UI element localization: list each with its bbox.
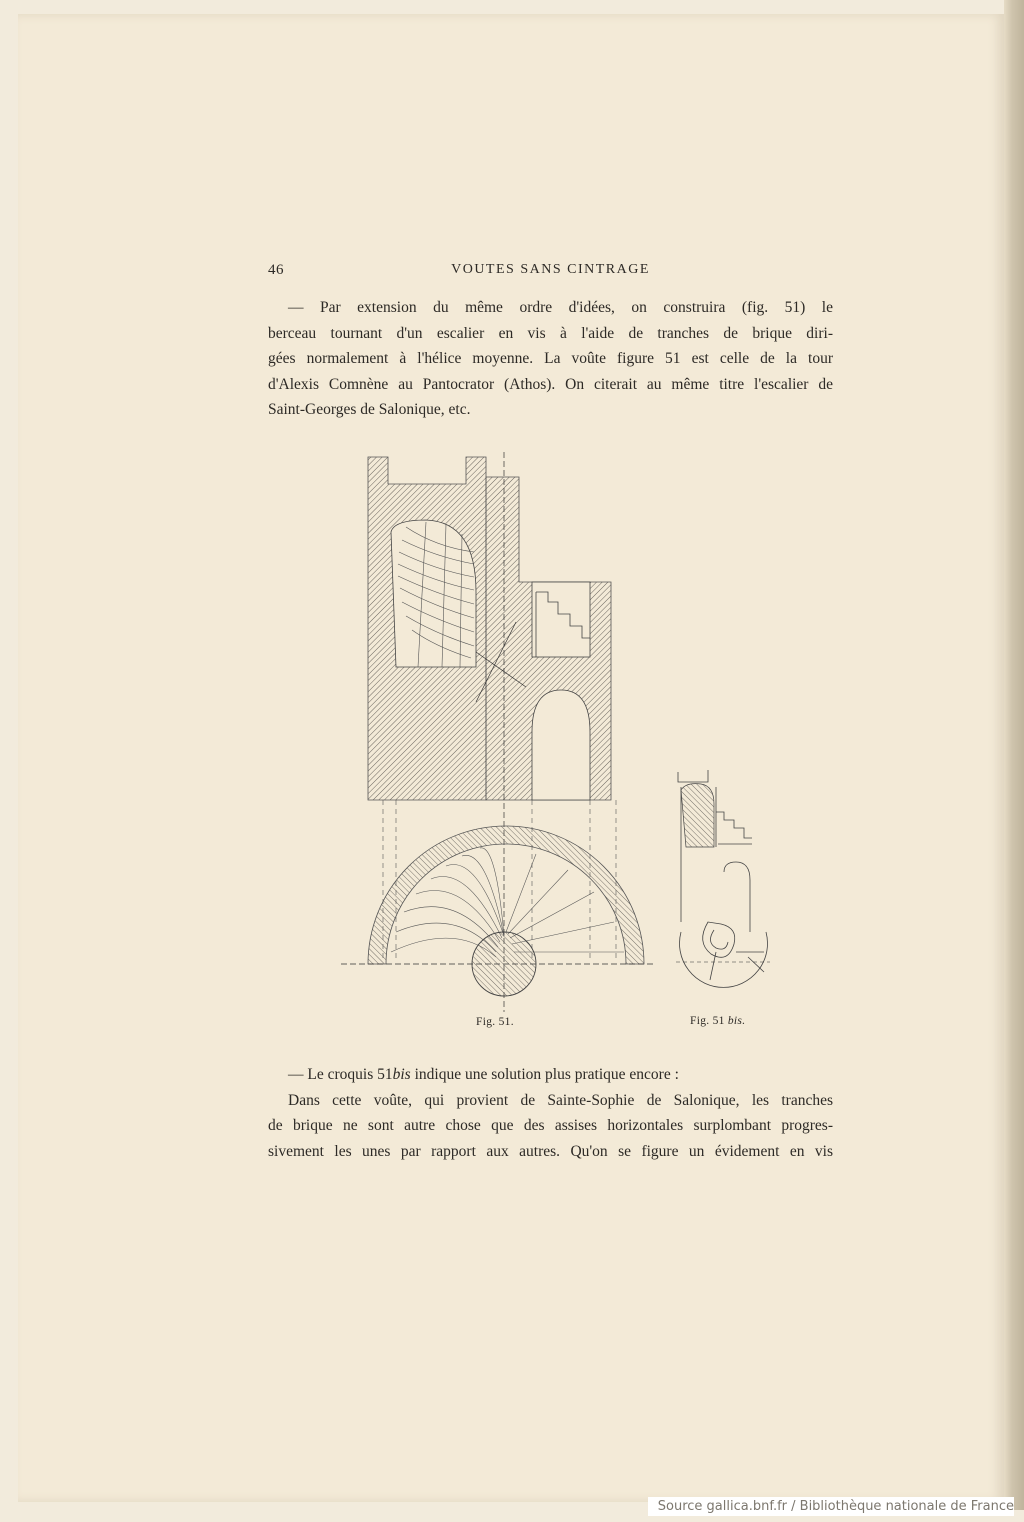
text-fragment: indique une solution plus pratique encore : <box>410 1066 679 1083</box>
page-number: 46 <box>268 262 284 278</box>
fig51bis-caption-italic: bis. <box>727 1015 746 1027</box>
running-title: VOUTES SANS CINTRAGE <box>451 262 650 277</box>
text-line: berceau tournant d'un escalier en vis à l'aide de tranches de brique diri- <box>268 324 833 342</box>
fig51-elevation <box>368 452 616 1012</box>
page-edge <box>1004 0 1024 1510</box>
fig51bis-caption <box>690 1015 745 1027</box>
fig51-caption: Fig. 51. <box>476 1016 514 1028</box>
fig51-plan <box>341 826 656 996</box>
staircase-vault-figure <box>336 452 796 1012</box>
fig51bis-sketch <box>676 770 770 987</box>
text-fragment: — Le croquis 51 <box>288 1066 393 1083</box>
running-head <box>268 262 833 282</box>
paragraph-1 <box>268 295 833 423</box>
text-italic: bis <box>392 1066 411 1083</box>
text-line: sivement les unes par rapport aux autres. Qu'on se figure un évidement en vis <box>268 1142 833 1160</box>
text-line: gées normalement à l'hélice moyenne. La voûte figure 51 est celle de la tour <box>268 350 833 367</box>
text-line: de brique ne sont autre chose que des assises horizontales surplombant progres- <box>268 1117 833 1134</box>
fig51bis-caption-prefix: Fig. 51 <box>690 1015 728 1027</box>
text-line: d'Alexis Comnène au Pantocrator (Athos). On citerait au même titre l'escalier de <box>268 375 833 393</box>
paragraph-2 <box>268 1062 833 1164</box>
source-credit: Source gallica.bnf.fr / Bibliothèque nationale de France <box>648 1497 1014 1516</box>
text-line: Dans cette voûte, qui provient de Sainte-Sophie de Salonique, les tranches <box>288 1091 833 1109</box>
text-line: Saint-Georges de Salonique, etc. <box>268 401 471 418</box>
text-line: — Par extension du même ordre d'idées, on construira (fig. 51) le <box>288 299 833 316</box>
text-line <box>268 1062 833 1088</box>
